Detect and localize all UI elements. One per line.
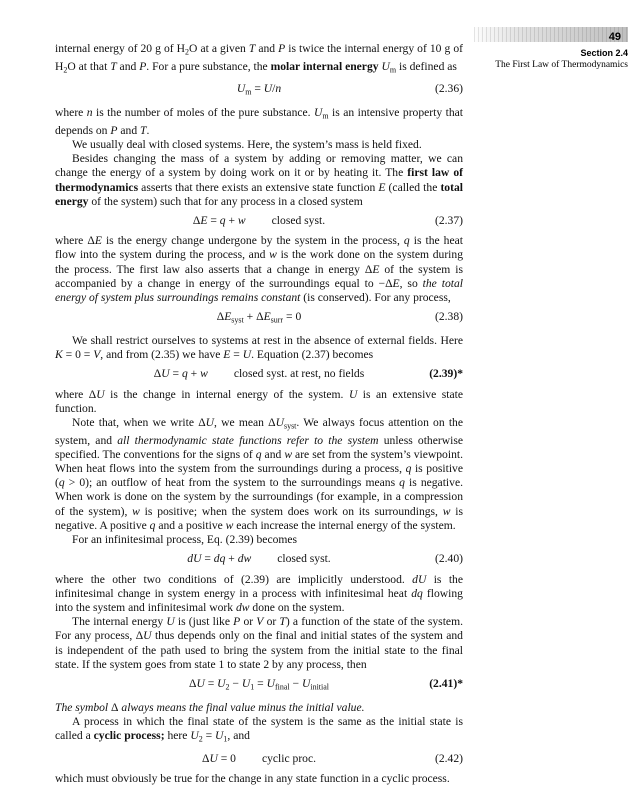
text-run: q xyxy=(181,367,188,381)
equation-number: (2.39)* xyxy=(429,367,463,381)
text-run: is negative. A positive xyxy=(55,504,464,532)
text-run: = 0 xyxy=(283,310,302,324)
text-run: Δ xyxy=(192,214,201,228)
text-run: is (just like xyxy=(174,615,234,629)
text-run: = xyxy=(251,82,264,96)
equation xyxy=(55,214,463,228)
text-run: = 0 xyxy=(217,751,236,765)
text-run: We shall restrict ourselves to systems at rest in the absence of external fields. Here xyxy=(72,333,463,347)
equation-number: (2.38) xyxy=(434,310,463,324)
text-run: We usually deal with closed systems. Here, the system’s mass is held fixed. xyxy=(72,138,422,152)
text-run: surr xyxy=(270,315,284,325)
text-run: U xyxy=(190,729,199,743)
text-run: is an intensive property that depends on xyxy=(55,106,463,137)
text-run: and xyxy=(261,447,285,461)
text-run: internal energy of 20 g of H xyxy=(55,42,186,55)
section-label: Section 2.4 xyxy=(580,48,628,58)
equation-condition: closed syst. at rest, no fields xyxy=(233,367,365,381)
equation-number: (2.37) xyxy=(434,214,463,228)
text-run: of the system is accompanied by a change in energy of the surroundings equal to −Δ xyxy=(55,262,463,290)
text-run: syst xyxy=(283,421,297,431)
text-run: U xyxy=(236,82,246,96)
text-run: 2 xyxy=(198,734,203,744)
text-run: w xyxy=(442,504,451,518)
text-run: initial xyxy=(310,682,330,692)
text-run: O at that xyxy=(67,59,111,73)
text-run: m xyxy=(389,65,397,75)
text-run: is the infinitesimal change in system energy in a process with infinitesimal heat xyxy=(55,572,463,600)
margin-header xyxy=(495,48,628,71)
text-run: U xyxy=(166,615,175,629)
text-run: w xyxy=(284,447,293,461)
text-run: U xyxy=(205,415,215,429)
text-run: is the energy change undergone by the system in the process, xyxy=(101,234,404,248)
text-run: is the work done on the system during the process. The first law also asserts that a change in energy Δ xyxy=(55,248,464,276)
text-run: U xyxy=(217,676,226,690)
text-run: which must obviously be true for the change in any state function in a cyclic process. xyxy=(55,771,450,785)
text-run: U xyxy=(381,59,390,73)
text-run: U xyxy=(96,387,105,401)
text-run: U xyxy=(301,676,311,690)
text-run: dq xyxy=(213,552,226,566)
text-run: U xyxy=(266,676,275,690)
text-run: = xyxy=(204,676,218,690)
text-run: + xyxy=(243,310,257,324)
text-run: U xyxy=(348,387,358,401)
equation-body xyxy=(193,214,325,227)
equation-number: (2.40) xyxy=(434,552,463,566)
text-run: total energy xyxy=(55,180,463,208)
text-run: U xyxy=(209,751,218,765)
text-run: P xyxy=(139,59,147,73)
text-run: done on the system. xyxy=(249,600,345,614)
text-run: . For a pure substance, the xyxy=(146,59,271,73)
text-run: and xyxy=(117,123,141,137)
text-run: . We always focus attention on the system, and xyxy=(55,415,463,447)
text-run: = xyxy=(207,214,220,228)
equation-condition: closed syst. xyxy=(271,214,326,228)
text-run: = xyxy=(254,676,267,690)
text-run: E xyxy=(372,262,380,276)
text-run: here xyxy=(164,729,191,743)
text-run: U xyxy=(143,629,152,643)
text-run: = xyxy=(202,729,216,743)
text-run: w xyxy=(237,214,246,228)
text-run: Besides changing the mass of a system by adding or removing matter, we can change the energy of a system by doing work on it or by heating it. The xyxy=(55,152,463,180)
equation-number: (2.36) xyxy=(434,82,463,96)
equation-condition: cyclic proc. xyxy=(261,751,317,765)
text-run: = xyxy=(230,348,243,362)
text-run: K xyxy=(55,348,63,362)
text-run: − xyxy=(229,676,242,690)
equation-body xyxy=(237,82,281,95)
equation xyxy=(55,82,463,100)
text-run: or xyxy=(263,615,280,629)
text-run: O at a given xyxy=(189,42,249,55)
text-run: each increase the internal energy of the system. xyxy=(233,518,456,532)
text-run: n xyxy=(86,106,93,120)
text-run: 1 xyxy=(250,682,255,692)
text-run: = 0 = xyxy=(62,348,94,362)
text-run: . xyxy=(146,123,150,137)
text-run: q xyxy=(255,447,262,461)
text-run: T xyxy=(140,123,147,137)
text-run: E xyxy=(223,348,231,362)
paragraph xyxy=(55,416,463,533)
text-run: is positive ( xyxy=(55,462,463,490)
equation-body xyxy=(154,367,364,380)
equation xyxy=(55,552,463,566)
text-run: , so xyxy=(399,276,423,290)
text-run: the total energy of system plus surroundings remains constant xyxy=(55,276,463,305)
text-run: or xyxy=(240,615,257,629)
text-run: (is conserved). For any process, xyxy=(300,291,451,305)
paragraph xyxy=(55,106,463,138)
text-run: T xyxy=(279,615,286,629)
text-run: cyclic process; xyxy=(93,729,165,743)
text-run: U xyxy=(161,367,170,381)
text-run: is twice the internal energy of 10 g of H xyxy=(55,42,463,73)
text-run: U xyxy=(314,106,323,120)
equation-body xyxy=(187,552,330,565)
text-run: − xyxy=(289,676,302,690)
text-run: U xyxy=(241,676,251,690)
text-run: n xyxy=(275,82,282,96)
text-run: 1 xyxy=(223,734,228,744)
text-run: T xyxy=(110,59,117,73)
text-run: E xyxy=(94,234,102,248)
paragraph xyxy=(55,334,463,362)
text-run: q xyxy=(405,462,412,476)
text-run: Δ xyxy=(201,751,210,765)
text-run: w xyxy=(269,248,277,262)
text-run: E xyxy=(200,214,208,228)
text-run: Δ xyxy=(188,676,197,690)
text-run: The symbol xyxy=(55,700,112,714)
text-run: where Δ xyxy=(55,234,95,248)
text-run: dw xyxy=(235,600,250,614)
text-run: is negative. When work is done on the system by the surroundings (for example, in a compression of the system), xyxy=(55,476,463,518)
text-run: w xyxy=(225,518,234,532)
text-run: For an infinitesimal process, Eq. (2.39) becomes xyxy=(72,533,298,547)
text-run: , we mean Δ xyxy=(214,415,276,429)
text-run: + xyxy=(225,214,238,228)
text-run: , and from (2.35) we have xyxy=(100,348,224,362)
text-run: dq xyxy=(411,586,423,600)
text-run: , and xyxy=(227,729,250,743)
text-run: The internal energy xyxy=(72,615,167,629)
text-run: dw xyxy=(237,552,252,566)
text-run: U xyxy=(242,348,252,362)
section-title: The First Law of Thermodynamics xyxy=(495,60,628,70)
text-run: q xyxy=(403,234,410,248)
paragraph xyxy=(55,138,463,152)
text-run: = xyxy=(169,367,182,381)
paragraph xyxy=(55,42,463,77)
text-run: dU xyxy=(412,572,427,586)
text-run: Δ xyxy=(111,700,119,714)
equation-body xyxy=(217,310,302,323)
text-run: is defined as xyxy=(396,59,457,73)
paragraph xyxy=(55,152,463,209)
equation xyxy=(55,310,463,328)
text-run: E xyxy=(378,180,386,194)
text-run: w xyxy=(200,367,208,381)
text-run: V xyxy=(256,615,264,629)
text-run: P xyxy=(110,123,118,137)
text-run: is the change in internal energy of the system. xyxy=(104,387,349,401)
text-run: + xyxy=(225,552,238,566)
text-run: Δ xyxy=(153,367,162,381)
text-run: = xyxy=(201,552,214,566)
text-run: where Δ xyxy=(55,387,97,401)
equation-number: (2.41)* xyxy=(429,676,463,690)
paragraph xyxy=(55,573,463,616)
text-run: E xyxy=(392,276,400,290)
text-run: syst xyxy=(231,315,244,325)
paragraph xyxy=(55,234,463,305)
text-run: first law of thermodynamics xyxy=(55,166,463,194)
text-run: m xyxy=(322,111,329,121)
text-run: and a positive xyxy=(155,518,226,532)
text-run: molar internal energy xyxy=(270,59,379,73)
text-run: V xyxy=(93,348,101,362)
equation xyxy=(55,677,463,695)
text-run: U xyxy=(275,415,284,429)
text-run: U xyxy=(263,82,273,96)
equation-body xyxy=(202,752,316,765)
text-run: U xyxy=(215,729,224,743)
paragraph xyxy=(55,388,463,416)
text-run: w xyxy=(132,504,140,518)
text-run: q xyxy=(58,476,65,490)
text-run: 2 xyxy=(63,65,68,75)
text-run: asserts that there exists an extensive state function xyxy=(138,180,379,194)
paragraph xyxy=(55,615,463,672)
text-run: E xyxy=(224,310,232,324)
text-run: (called the xyxy=(385,180,441,194)
equation-body xyxy=(189,677,329,690)
text-run: U xyxy=(196,676,205,690)
text-run: m xyxy=(245,87,252,97)
text-run: T xyxy=(248,42,256,55)
page-number: 49 xyxy=(608,31,621,43)
text-run: is the number of moles of the pure substance. xyxy=(92,106,314,120)
equation-condition: closed syst. xyxy=(277,552,331,566)
text-run: A process in which the final state of the system is the same as the initial state is called a xyxy=(55,714,463,743)
text-run: q xyxy=(149,518,156,532)
text-run: where the other two conditions of (2.39) are implicitly understood. xyxy=(55,572,413,586)
text-run: E xyxy=(263,310,271,324)
text-run: dU xyxy=(187,552,202,566)
text-run: Note that, when we write Δ xyxy=(72,415,206,429)
text-run: . Equation (2.37) becomes xyxy=(251,348,374,362)
text-run: is an extensive state function. xyxy=(55,387,463,415)
text-run: of the system) such that for any process in a closed system xyxy=(88,194,363,208)
equation-number: (2.42) xyxy=(434,751,463,765)
text-run: 2 xyxy=(225,682,230,692)
text-run: Δ xyxy=(256,310,264,324)
text-run: + xyxy=(187,367,201,381)
text-run: 2 xyxy=(185,47,190,57)
text-run: thus depends only on the final and initial states of the system and is independent of the path used to bring the system from the initial state to the final state. If the system goes from state 1 to state 2 by any process, then xyxy=(55,629,463,671)
text-run: P xyxy=(233,615,241,629)
text-run: / xyxy=(272,82,276,96)
text-run: q xyxy=(399,476,405,490)
text-run: > 0); an outflow of heat from the system to the surroundings means xyxy=(64,476,400,490)
page-header-bar xyxy=(474,27,628,42)
text-run: and xyxy=(255,42,279,55)
text-run: where xyxy=(55,106,87,120)
equation xyxy=(55,752,463,766)
paragraph xyxy=(55,772,463,786)
equation xyxy=(55,367,463,381)
text-run: is positive; when the system does work on its surroundings, xyxy=(139,504,443,518)
text-run: all thermodynamic state functions refer to the system xyxy=(117,433,379,447)
text-run: Δ xyxy=(216,310,225,324)
text-run: P xyxy=(278,42,286,55)
paragraph xyxy=(55,701,463,715)
text-run: are set from the system’s viewpoint. When heat flows into the system from the surroundings during a process, xyxy=(55,447,463,476)
text-run: and xyxy=(116,59,140,73)
text-run: flowing into the system and infinitesimal work xyxy=(55,586,463,614)
text-run: q xyxy=(219,214,226,228)
paragraph xyxy=(55,715,463,747)
text-run: ) a function of the state of the system. For any process, Δ xyxy=(55,615,463,643)
text-run: unless otherwise specified. The conventions for the signs of xyxy=(55,433,463,461)
paragraph xyxy=(55,533,463,547)
text-run: always means the final value minus the initial value. xyxy=(118,700,365,714)
text-run: is the heat flow into the system during the process, and xyxy=(55,234,463,262)
page-body-text xyxy=(55,42,463,786)
text-run: final xyxy=(274,682,290,692)
